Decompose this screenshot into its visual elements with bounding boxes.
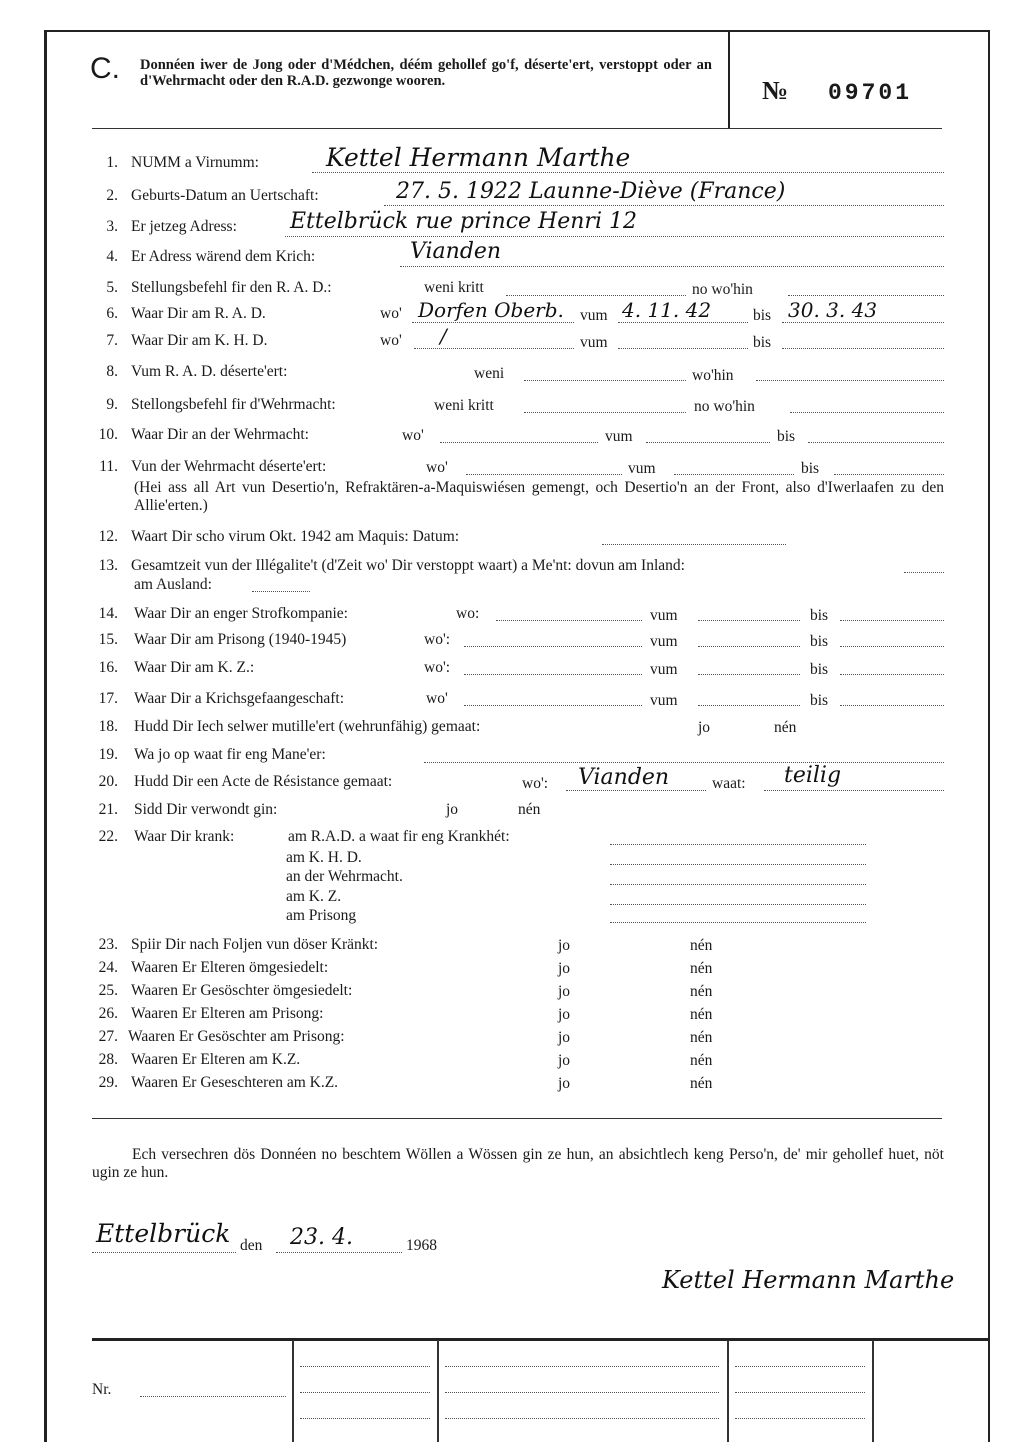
field-line bbox=[464, 705, 642, 706]
label-bis: bis bbox=[753, 334, 772, 351]
label-wo: wo': bbox=[522, 775, 549, 792]
label-name: NUMM a Virnumm: bbox=[131, 154, 259, 171]
answer-khd-where: / bbox=[440, 324, 447, 348]
item-number: 26. bbox=[98, 1005, 118, 1022]
field-line bbox=[834, 474, 944, 475]
label-wehrmacht: Waar Dir an der Wehrmacht: bbox=[131, 426, 309, 443]
option-jo[interactable]: jo bbox=[558, 1052, 571, 1069]
label-war-address: Er Adress wärend dem Krich: bbox=[131, 248, 316, 265]
declaration-text: Ech versechren dös Donnéen no beschtem Wöllen a Wössen gin ze hun, an absichtlech keng Perso'n, de' mir gehollef huet, nöt ugin ze hun. bbox=[92, 1146, 944, 1181]
option-nen[interactable]: nén bbox=[690, 1075, 713, 1092]
footer-rule bbox=[92, 1118, 942, 1119]
item-number: 15. bbox=[98, 631, 118, 648]
label-maquis: Waart Dir scho virum Okt. 1942 am Maquis: Datum: bbox=[131, 528, 460, 545]
label-wo: wo: bbox=[456, 605, 480, 622]
table-line bbox=[735, 1392, 865, 1393]
field-line bbox=[646, 442, 770, 443]
label-khd: Waar Dir am K. H. D. bbox=[131, 332, 268, 349]
item-number: 16. bbox=[98, 659, 118, 676]
field-line bbox=[840, 705, 944, 706]
option-jo[interactable]: jo bbox=[558, 1075, 571, 1092]
label-vum: vum bbox=[580, 307, 608, 324]
field-line bbox=[610, 884, 866, 885]
item-number: 14. bbox=[98, 605, 118, 622]
field-line bbox=[285, 236, 944, 237]
field-line bbox=[252, 591, 310, 592]
item-number: 19. bbox=[98, 746, 118, 763]
answer-birth: 27. 5. 1922 Launne-Diève (France) bbox=[396, 179, 786, 204]
label-siblings-kz: Waaren Er Geseschteren am K.Z. bbox=[131, 1074, 339, 1091]
table-line bbox=[735, 1418, 865, 1419]
label-parents-kz: Waaren Er Elteren am K.Z. bbox=[131, 1051, 301, 1068]
label-parents-resettled: Waaren Er Elteren ömgesiedelt: bbox=[131, 959, 329, 976]
label-wounded: Sidd Dir verwondt gin: bbox=[134, 801, 278, 818]
label-wo: wo': bbox=[424, 659, 451, 676]
label-parents-prison: Waaren Er Elteren am Prisong: bbox=[131, 1005, 324, 1022]
label-wo: wo' bbox=[402, 427, 424, 444]
field-line bbox=[840, 674, 944, 675]
field-line bbox=[610, 922, 866, 923]
label-siblings-prison: Waaren Er Gesöschter am Prisong: bbox=[128, 1028, 345, 1045]
label-vum: vum bbox=[628, 460, 656, 477]
table-top-rule bbox=[92, 1338, 990, 1341]
field-line bbox=[610, 864, 866, 865]
label-rad-order: Stellungsbefehl fir den R. A. D.: bbox=[131, 279, 332, 296]
table-divider bbox=[727, 1340, 729, 1442]
field-line bbox=[610, 844, 866, 845]
field-line bbox=[782, 348, 944, 349]
answer-war-address: Vianden bbox=[410, 239, 502, 264]
label-penal-company: Waar Dir an enger Strofkompanie: bbox=[134, 605, 348, 622]
item-number: 24. bbox=[98, 959, 118, 976]
date-line bbox=[276, 1252, 402, 1253]
item-number: 29. bbox=[98, 1074, 118, 1091]
field-line bbox=[698, 620, 800, 621]
table-line bbox=[300, 1392, 430, 1393]
header-divider bbox=[728, 30, 730, 128]
date-handwritten: 23. 4. bbox=[290, 1225, 353, 1250]
label-wo: wo' bbox=[380, 305, 402, 322]
label-sick-rad: am R.A.D. a waat fir eng Krankhét: bbox=[288, 828, 510, 845]
field-line bbox=[312, 172, 944, 173]
item-number: 9. bbox=[106, 396, 118, 413]
field-line bbox=[674, 474, 794, 475]
label-wohin: no wo'hin bbox=[694, 398, 755, 415]
label-rad-deserted: Vum R. A. D. déserte'ert: bbox=[131, 363, 288, 380]
label-wo: wo' bbox=[380, 332, 402, 349]
field-line bbox=[464, 646, 642, 647]
label-wehrmacht-deserted: Vun der Wehrmacht déserte'ert: bbox=[131, 458, 327, 475]
answer-resistance-where: Vianden bbox=[578, 765, 670, 790]
item-number: 18. bbox=[98, 718, 118, 735]
signature: Kettel Hermann Marthe bbox=[662, 1266, 955, 1294]
label-vum: vum bbox=[650, 661, 678, 678]
label-bis: bis bbox=[753, 307, 772, 324]
label-bis: bis bbox=[810, 692, 829, 709]
table-divider bbox=[437, 1340, 439, 1442]
place-handwritten: Ettelbrück bbox=[96, 1219, 231, 1248]
label-weni: weni bbox=[474, 365, 505, 382]
label-rad: Waar Dir am R. A. D. bbox=[131, 305, 266, 322]
option-nen[interactable]: nén bbox=[690, 960, 713, 977]
option-nen[interactable]: nén bbox=[690, 983, 713, 1000]
field-line bbox=[764, 790, 944, 791]
label-sick-wehrmacht: an der Wehrmacht. bbox=[286, 868, 403, 885]
option-jo[interactable]: jo bbox=[558, 1029, 571, 1046]
label-sick-kz: am K. Z. bbox=[286, 888, 342, 905]
field-line bbox=[496, 620, 642, 621]
label-self-mutilation: Hudd Dir Iech selwer mutille'ert (wehrunfähig) gemaat: bbox=[134, 718, 481, 735]
item-number: 10. bbox=[98, 426, 118, 443]
label-vum: vum bbox=[580, 334, 608, 351]
answer-name: Kettel Hermann Marthe bbox=[326, 143, 631, 172]
item-number: 6. bbox=[106, 305, 118, 322]
field-line bbox=[840, 646, 944, 647]
label-den: den bbox=[240, 1237, 263, 1254]
field-line bbox=[808, 442, 944, 443]
label-wohin: wo'hin bbox=[692, 367, 734, 384]
header-rule bbox=[92, 128, 942, 129]
table-line bbox=[445, 1418, 719, 1419]
label-address: Er jetzeg Adress: bbox=[131, 218, 237, 235]
item-number: 21. bbox=[98, 801, 118, 818]
label-sick-khd: am K. H. D. bbox=[286, 849, 362, 866]
option-jo[interactable]: jo bbox=[558, 1006, 571, 1023]
item-number: 28. bbox=[98, 1051, 118, 1068]
field-line bbox=[440, 442, 598, 443]
item-number: 22. bbox=[98, 828, 118, 845]
field-line bbox=[466, 474, 622, 475]
table-line bbox=[445, 1392, 719, 1393]
field-line bbox=[400, 266, 944, 267]
label-weni: weni kritt bbox=[424, 279, 484, 296]
answer-resistance-what: teilig bbox=[784, 763, 842, 788]
label-wehrmacht-order: Stellongsbefehl fir d'Wehrmacht: bbox=[131, 396, 336, 413]
label-wo: wo' bbox=[426, 459, 448, 476]
label-wo: wo' bbox=[426, 690, 448, 707]
form-title: Donnéen iwer de Jong oder d'Médchen, déém gehollef go'f, déserte'ert, verstoppt oder an d'Wehrmacht oder den R.A.D. gezwonge wooren. bbox=[140, 57, 712, 89]
option-nen[interactable]: nén bbox=[690, 1006, 713, 1023]
field-line bbox=[756, 380, 944, 381]
answer-rad-where: Dorfen Oberb. bbox=[418, 298, 564, 322]
year: 1968 bbox=[406, 1237, 437, 1254]
answer-address: Ettelbrück rue prince Henri 12 bbox=[290, 209, 637, 234]
option-jo[interactable]: jo bbox=[558, 937, 571, 954]
label-weni: weni kritt bbox=[434, 397, 494, 414]
label-vum: vum bbox=[650, 633, 678, 650]
item-number: 25. bbox=[98, 982, 118, 999]
field-line bbox=[840, 620, 944, 621]
field-line bbox=[414, 348, 574, 349]
item-number: 7. bbox=[106, 332, 118, 349]
table-line bbox=[300, 1366, 430, 1367]
label-vum: vum bbox=[650, 607, 678, 624]
option-jo[interactable]: jo bbox=[698, 719, 711, 736]
label-bis: bis bbox=[810, 661, 829, 678]
place-line bbox=[92, 1252, 236, 1253]
label-sick-prison: am Prisong bbox=[286, 907, 357, 924]
answer-rad-to: 30. 3. 43 bbox=[788, 298, 878, 322]
item-number: 1. bbox=[106, 154, 118, 171]
label-vum: vum bbox=[650, 692, 678, 709]
label-wo: wo': bbox=[424, 631, 451, 648]
item-number: 4. bbox=[106, 248, 118, 265]
label-birth: Geburts-Datum an Uertschaft: bbox=[131, 187, 319, 204]
table-divider bbox=[872, 1340, 874, 1442]
option-jo[interactable]: jo bbox=[558, 960, 571, 977]
label-illegality: Gesamtzeit vun der Illégalite't (d'Zeit wo' Dir verstoppt waart) a Me'nt: dovun am Inland: bbox=[131, 557, 685, 574]
label-consequences: Spiir Dir nach Foljen vun döser Kränkt: bbox=[131, 936, 379, 953]
field-line bbox=[904, 572, 944, 573]
item-number: 12. bbox=[98, 528, 118, 545]
label-abroad: am Ausland: bbox=[134, 576, 212, 593]
option-nen[interactable]: nén bbox=[690, 1029, 713, 1046]
field-line bbox=[610, 904, 866, 905]
label-wohin: no wo'hin bbox=[692, 281, 753, 298]
option-jo[interactable]: jo bbox=[446, 801, 459, 818]
label-siblings-resettled: Waaren Er Gesöschter ömgesiedelt: bbox=[131, 982, 353, 999]
label-bis: bis bbox=[810, 633, 829, 650]
label-bis: bis bbox=[777, 428, 796, 445]
answer-rad-from: 4. 11. 42 bbox=[622, 298, 712, 322]
label-bis: bis bbox=[801, 460, 820, 477]
label-waat: waat: bbox=[712, 775, 746, 792]
field-line bbox=[790, 412, 944, 413]
item-number: 23. bbox=[98, 936, 118, 953]
field-line bbox=[464, 674, 642, 675]
nr-line[interactable] bbox=[140, 1396, 286, 1397]
desertion-note: (Hei ass all Art vun Desertio'n, Refraktären-a-Maquiswiésen gemengt, och Desertio'n an der Front, also d'Iwerlaafen zu den Allie'erten.) bbox=[134, 479, 944, 514]
document-number: 09701 bbox=[828, 80, 913, 106]
table-divider bbox=[292, 1340, 294, 1442]
field-line bbox=[424, 762, 944, 763]
item-number: 11. bbox=[99, 458, 118, 475]
item-number: 2. bbox=[106, 187, 118, 204]
option-nen[interactable]: nén bbox=[774, 719, 797, 736]
label-nr: Nr. bbox=[92, 1381, 112, 1398]
item-number: 17. bbox=[98, 690, 118, 707]
table-line bbox=[735, 1366, 865, 1367]
label-manner: Wa jo op waat fir eng Mane'er: bbox=[134, 746, 326, 763]
section-letter: C. bbox=[90, 52, 120, 85]
option-nen[interactable]: nén bbox=[518, 801, 541, 818]
field-line bbox=[524, 412, 686, 413]
label-sick: Waar Dir krank: bbox=[134, 828, 235, 845]
label-pow: Waar Dir a Krichsgefaangeschaft: bbox=[134, 690, 345, 707]
item-number: 20. bbox=[98, 773, 118, 790]
label-prison: Waar Dir am Prisong (1940-1945) bbox=[134, 631, 347, 648]
table-line bbox=[445, 1366, 719, 1367]
label-resistance: Hudd Dir een Acte de Résistance gemaat: bbox=[134, 773, 393, 790]
item-number: 3. bbox=[106, 218, 118, 235]
table-line bbox=[300, 1418, 430, 1419]
field-line bbox=[698, 705, 800, 706]
item-number: 8. bbox=[106, 363, 118, 380]
label-bis: bis bbox=[810, 607, 829, 624]
label-kz: Waar Dir am K. Z.: bbox=[134, 659, 255, 676]
number-sign: № bbox=[762, 76, 789, 105]
field-line bbox=[602, 544, 786, 545]
field-line bbox=[698, 674, 800, 675]
option-nen[interactable]: nén bbox=[690, 937, 713, 954]
option-jo[interactable]: jo bbox=[558, 983, 571, 1000]
item-number: 13. bbox=[98, 557, 118, 574]
field-line bbox=[618, 348, 748, 349]
label-vum: vum bbox=[605, 428, 633, 445]
item-number: 5. bbox=[106, 279, 118, 296]
field-line bbox=[698, 646, 800, 647]
field-line bbox=[524, 380, 686, 381]
option-nen[interactable]: nén bbox=[690, 1052, 713, 1069]
item-number: 27. bbox=[98, 1028, 118, 1045]
